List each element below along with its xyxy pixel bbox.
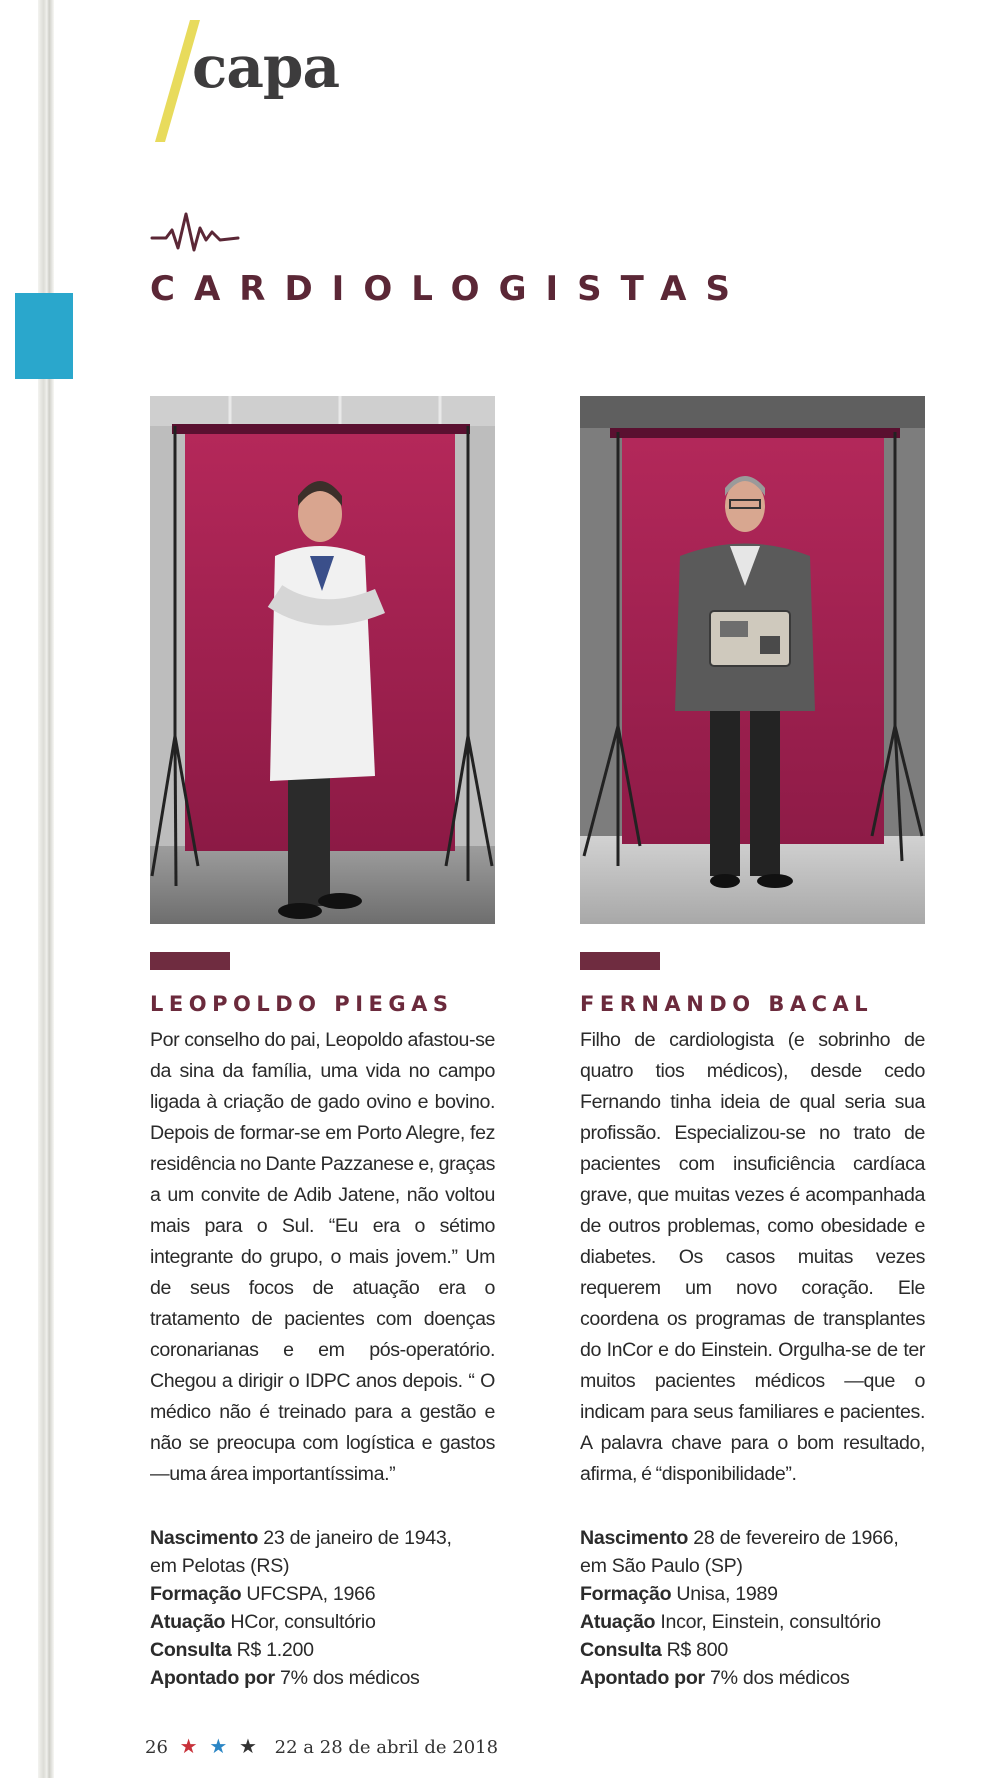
star-icon: ★ [179,1734,198,1758]
doctor-name: LEOPOLDO PIEGAS [150,992,454,1016]
fact-label: Consulta [150,1639,232,1661]
name-accent-bar [580,952,660,970]
doctor-photo [150,396,495,924]
fact-line-cited [580,1664,925,1692]
fact-line-education [580,1580,925,1608]
doctor-profile-right [580,396,925,1692]
fact-label: Apontado por [580,1667,705,1689]
fact-value: UFCSPA, 1966 [246,1583,376,1605]
fact-line-birthplace [150,1552,495,1580]
fact-label: Apontado por [150,1667,275,1689]
fact-value: Incor, Einstein, consultório [660,1611,881,1633]
section-label: capa [192,33,340,101]
star-icon: ★ [238,1734,257,1758]
doctor-bio: Filho de cardiologista (e sobrinho de quatro tios médicos), desde cedo Fernando tinha ideia de qual seria sua profissão. Especializou-se no trato de pacientes com insuficiência cardíaca grave, que muitas vezes é acompanhada de outros problemas, como obesidade e diabetes. Os casos muitas vezes requerem um novo coração. Ele coordena os programas de transplantes do InCor e do Einstein. Orgulha-se de ter muitos pacientes médicos —que o indicam para seus familiares e pacientes. A palavra chave para o bom resultado, afirma, é “disponibilidade”. [580,1029,925,1485]
fact-value: em São Paulo (SP) [580,1555,743,1577]
fact-label: Nascimento [580,1527,689,1549]
fact-line-birth [580,1524,925,1552]
page-spine [38,0,54,1778]
fact-value: 28 de fevereiro de 1966, [693,1527,899,1549]
page-number: 26 [145,1737,168,1758]
heartbeat-icon [150,208,242,256]
category-title: CARDIOLOGISTAS [150,269,749,309]
fact-value: 7% dos médicos [279,1667,420,1689]
doctor-bio: Por conselho do pai, Leopoldo afastou-se da sina da família, uma vida no campo ligada à criação de gado ovino e bovino. Depois de formar-se em Porto Alegre, fez residência no Dante Pazzanese e, graças a um convite de Adib Jatene, não voltou mais para o Sul. “Eu era o sétimo integrante do grupo, o mais jovem.” Um de seus focos de atuação era o tratamento de pacientes com doenças coronarianas e em pós-operatório. Chegou a dirigir o IDPC anos depois. “ O médico não é treinado para a gestão e não se preocupa com logística e gastos —uma área importantíssima.” [150,1029,495,1485]
fact-value: R$ 800 [666,1639,728,1661]
fact-label: Atuação [580,1611,656,1633]
fact-line-practice [150,1608,495,1636]
doctor-name: FERNANDO BACAL [580,992,874,1016]
fact-value: R$ 1.200 [236,1639,314,1661]
fact-line-education [150,1580,495,1608]
fact-line-fee [580,1636,925,1664]
fact-line-fee [150,1636,495,1664]
fact-label: Formação [150,1583,242,1605]
fact-value: 23 de janeiro de 1943, [263,1527,452,1549]
name-accent-bar [150,952,230,970]
doctor-photo [580,396,925,924]
fact-line-birthplace [580,1552,925,1580]
fact-value: 7% dos médicos [709,1667,850,1689]
fact-line-birth [150,1524,495,1552]
star-icon: ★ [209,1734,228,1758]
fact-value: Unisa, 1989 [676,1583,778,1605]
fact-line-practice [580,1608,925,1636]
fact-label: Atuação [150,1611,226,1633]
doctor-profile-left [150,396,495,1692]
fact-label: Consulta [580,1639,662,1661]
doctor-facts [580,1524,925,1692]
fact-label: Nascimento [150,1527,259,1549]
fact-label: Formação [580,1583,672,1605]
fact-value: HCor, consultório [230,1611,376,1633]
issue-date: 22 a 28 de abril de 2018 [274,1737,499,1758]
section-tab-marker [15,293,73,379]
fact-line-cited [150,1664,495,1692]
fact-value: em Pelotas (RS) [150,1555,290,1577]
doctor-facts [150,1524,495,1692]
page-footer [145,1734,498,1758]
